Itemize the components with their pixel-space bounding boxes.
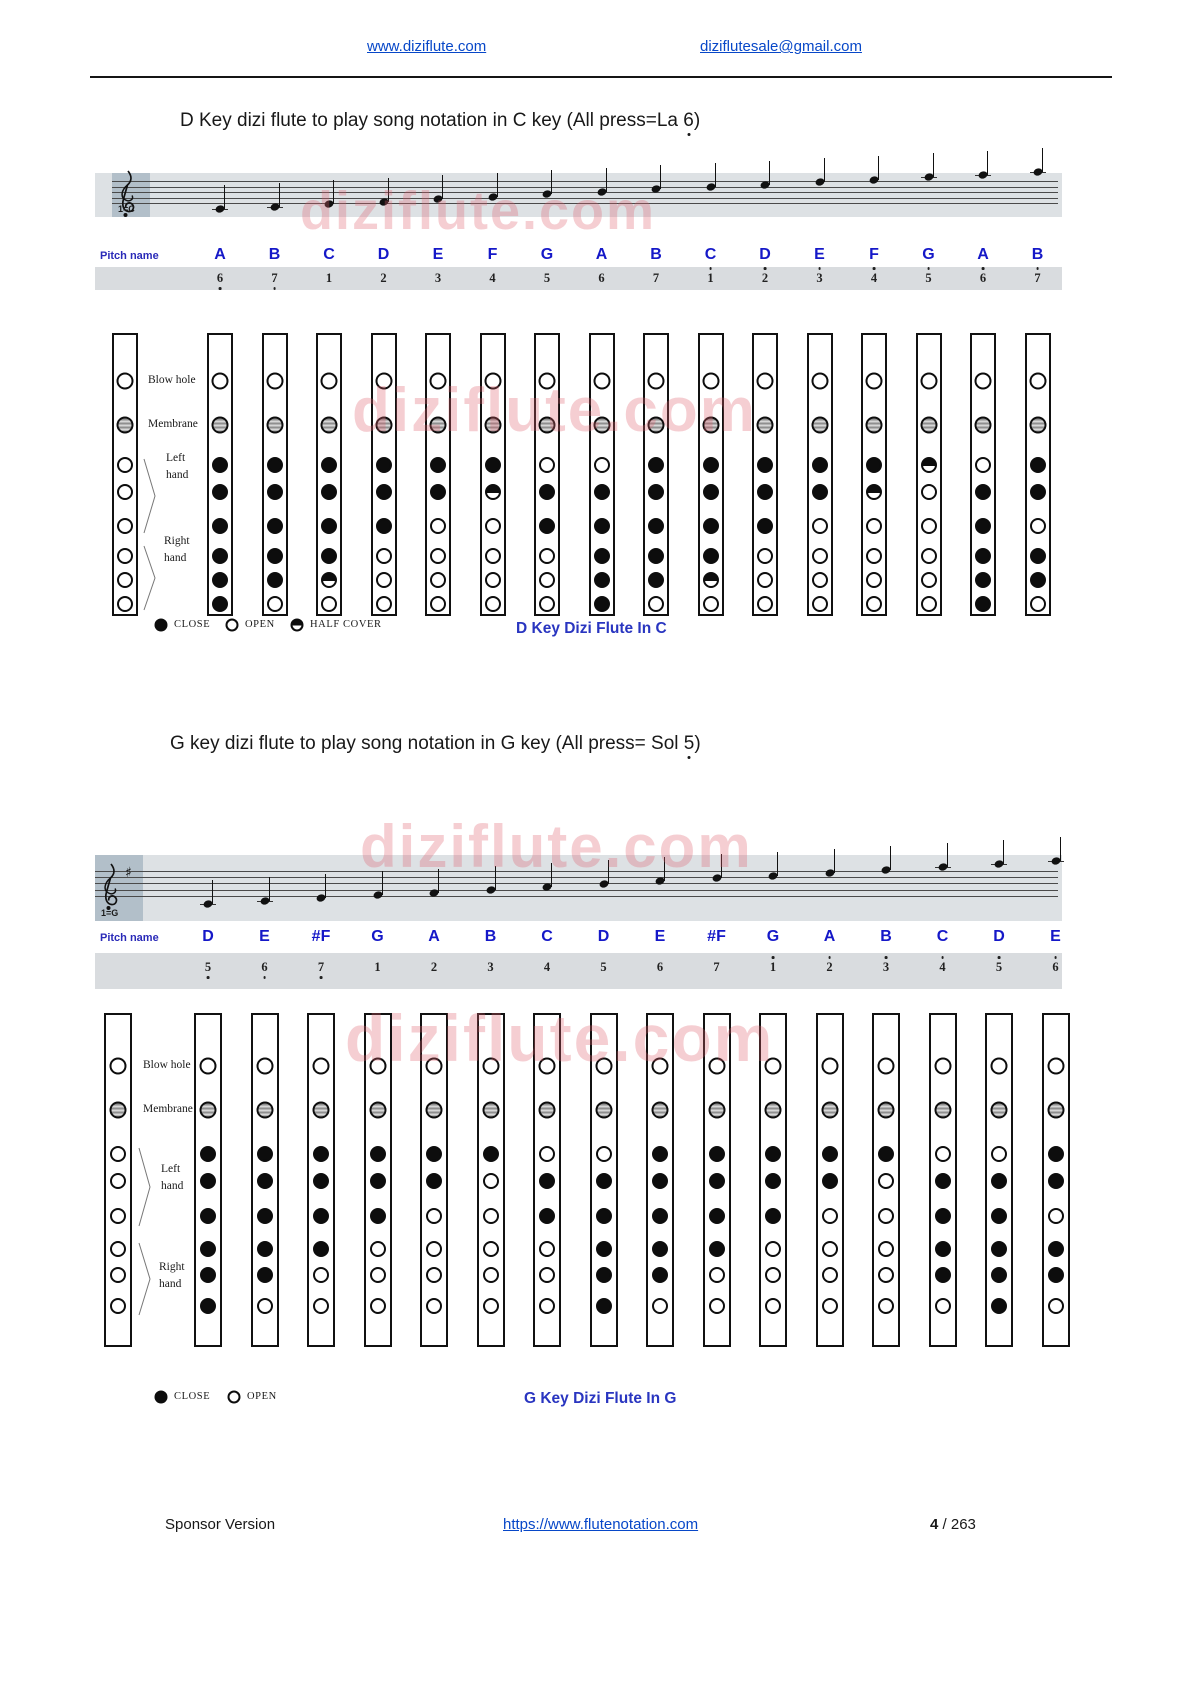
finger-hole-1-open (596, 1146, 612, 1162)
note-stem (890, 846, 891, 870)
pitch-name: D (759, 246, 771, 263)
right-hand-label-1: Right (164, 535, 190, 547)
pitch-name: C (541, 928, 553, 945)
chart2-title-text: G key dizi flute to play song notation in G key (All press= Sol (170, 733, 684, 754)
octave-dot-above (772, 956, 775, 959)
finger-hole-4-open (765, 1241, 781, 1257)
left-hand-label-2: hand (166, 469, 189, 481)
finger-hole-2-closed (709, 1173, 725, 1189)
finger-hole-6-open (822, 1298, 838, 1314)
finger-hole-1-closed (652, 1146, 668, 1162)
numbered-notation: 3 (816, 271, 822, 286)
blow-hole (934, 1058, 951, 1075)
membrane-hole (878, 1102, 895, 1119)
staff-line (95, 896, 1058, 897)
numbered-notation: 2 (762, 271, 768, 286)
membrane-hole (369, 1102, 386, 1119)
finger-hole-1-closed (370, 1146, 386, 1162)
finger-hole-3-closed (709, 1208, 725, 1224)
finger-hole-4-open (822, 1241, 838, 1257)
blow-hole (991, 1058, 1008, 1075)
numbered-notation: 5 (543, 271, 551, 285)
pitch-name: G (922, 246, 935, 263)
finger-hole-5-open (483, 1267, 499, 1283)
finger-hole-6-closed (991, 1298, 1007, 1314)
finger-hole-3-closed (370, 1208, 386, 1224)
numbered-notation: 3 (434, 271, 442, 285)
finger-hole-5-open (110, 1267, 126, 1283)
pitch-name: C (936, 928, 949, 945)
sharp-sign: ♯ (125, 865, 132, 881)
finger-hole-3-closed (991, 1208, 1007, 1224)
finger-hole-2-closed (822, 1173, 838, 1189)
pitch-name: A (428, 928, 440, 945)
note-stem (325, 874, 326, 898)
membrane-hole (200, 1102, 217, 1119)
right-hand-label-2: hand (159, 1278, 182, 1290)
finger-hole-3-closed (313, 1208, 329, 1224)
finger-hole-2-closed (257, 1173, 273, 1189)
finger-hole-3-closed (200, 1208, 216, 1224)
chart1-caption: D Key Dizi Flute In C (516, 620, 667, 637)
finger-hole-4-closed (652, 1241, 668, 1257)
finger-hole-6-open (878, 1298, 894, 1314)
finger-hole-4-closed (991, 1241, 1007, 1257)
blow-hole (369, 1058, 386, 1075)
membrane-hole (708, 1102, 725, 1119)
finger-hole-2-open (878, 1173, 894, 1189)
finger-hole-4-closed (1048, 1241, 1064, 1257)
pitch-name: A (214, 246, 226, 263)
blow-hole (313, 1058, 330, 1075)
numbered-notation: 7 (318, 960, 324, 975)
note-stem (382, 871, 383, 895)
blow-hole (765, 1058, 782, 1075)
finger-hole-1-open (110, 1146, 126, 1162)
finger-hole-5-open (709, 1267, 725, 1283)
finger-hole-1-closed (313, 1146, 329, 1162)
numbered-notation: 7 (1034, 271, 1040, 286)
finger-hole-6-open (370, 1298, 386, 1314)
note-stem (1060, 837, 1061, 861)
octave-dot-above (1054, 956, 1057, 959)
finger-hole-4-open (483, 1241, 499, 1257)
finger-hole-2-closed (765, 1173, 781, 1189)
finger-hole-2-open (110, 1173, 126, 1189)
pitch-name: B (268, 246, 281, 263)
pitch-name: C (704, 246, 717, 263)
note-stem (1003, 840, 1004, 864)
blow-hole (426, 1058, 443, 1075)
finger-hole-5-closed (935, 1267, 951, 1283)
pitch-name: B (1031, 246, 1044, 263)
membrane-hole (256, 1102, 273, 1119)
watermark-staff-2: diziflute.com (360, 813, 753, 880)
membrane-hole (426, 1102, 443, 1119)
pitch-name: G (540, 246, 554, 263)
key-signature-label: 1=C (118, 204, 135, 214)
membrane-label: Membrane (143, 1103, 193, 1115)
blow-hole (110, 1058, 127, 1075)
note-stem (551, 863, 552, 887)
blow-hole (878, 1058, 895, 1075)
finger-hole-3-closed (539, 1208, 555, 1224)
footer-page-sep: / (938, 1516, 951, 1533)
blow-hole-label: Blow hole (148, 374, 196, 386)
finger-hole-6-open (426, 1298, 442, 1314)
chart2-title-press-number: 5 (683, 733, 695, 754)
note-stem (269, 877, 270, 901)
octave-dot-above (998, 956, 1001, 959)
finger-hole-6-open (709, 1298, 725, 1314)
finger-hole-2-closed (991, 1173, 1007, 1189)
blow-hole (200, 1058, 217, 1075)
pitch-name: D (597, 928, 610, 945)
pitch-name: G (371, 928, 384, 945)
finger-hole-3-closed (652, 1208, 668, 1224)
pitch-name: E (432, 246, 444, 263)
finger-hole-5-closed (652, 1267, 668, 1283)
numbered-notation: 4 (871, 271, 877, 286)
finger-hole-1-closed (483, 1146, 499, 1162)
pitch-row-label: Pitch name (100, 932, 159, 944)
finger-hole-3-open (426, 1208, 442, 1224)
finger-hole-4-closed (935, 1241, 951, 1257)
legend-label: OPEN (247, 1391, 277, 1402)
numbered-notation: 6 (656, 960, 664, 974)
pitch-name: B (650, 246, 662, 263)
numbered-notation: 6 (980, 271, 986, 286)
finger-hole-6-closed (200, 1298, 216, 1314)
header-email-link[interactable]: diziflutesale@gmail.com (700, 38, 862, 55)
note-stem (608, 860, 609, 884)
staff-line (95, 877, 1058, 878)
finger-hole-6-open (110, 1298, 126, 1314)
finger-hole-1-closed (822, 1146, 838, 1162)
numbered-notation: 7 (271, 271, 277, 286)
finger-hole-1-closed (1048, 1146, 1064, 1162)
numbered-notation: 1 (374, 960, 381, 974)
numbered-notation: 4 (543, 960, 551, 974)
note-stem (495, 866, 496, 890)
chart2-title-close: ) (694, 733, 701, 754)
watermark-flutes-1: diziflute.com (352, 376, 757, 445)
finger-hole-4-closed (257, 1241, 273, 1257)
finger-hole-6-closed (596, 1298, 612, 1314)
blow-hole (539, 1058, 556, 1075)
numbered-notation: 7 (713, 960, 720, 974)
numbered-notation: 6 (598, 271, 605, 285)
left-hand-label-1: Left (166, 452, 186, 464)
finger-hole-3-closed (765, 1208, 781, 1224)
finger-hole-1-closed (765, 1146, 781, 1162)
finger-hole-4-open (878, 1241, 894, 1257)
octave-dot-above (885, 956, 888, 959)
note-stem (664, 857, 665, 881)
blow-hole (482, 1058, 499, 1075)
numbered-notation: 6 (1052, 960, 1058, 975)
finger-hole-5-closed (991, 1267, 1007, 1283)
octave-dot-above (941, 956, 944, 959)
numbered-notation: 4 (939, 960, 945, 975)
membrane-hole (991, 1102, 1008, 1119)
key-signature-label: 1=G (101, 908, 119, 918)
pitch-name: E (259, 928, 270, 945)
numbered-notation: 1 (770, 960, 776, 975)
finger-hole-1-open (991, 1146, 1007, 1162)
finger-hole-2-closed (426, 1173, 442, 1189)
finger-hole-5-closed (1048, 1267, 1064, 1283)
legend-label: CLOSE (174, 1391, 211, 1402)
finger-hole-6-open (483, 1298, 499, 1314)
right-hand-label-1: Right (159, 1261, 185, 1273)
numbered-notation: 7 (652, 271, 660, 285)
footer-page-number (930, 1516, 976, 1533)
numbered-notation: 5 (925, 271, 931, 286)
finger-hole-5-open (822, 1267, 838, 1283)
staff-line (95, 890, 1058, 891)
chart2-caption: G Key Dizi Flute In G (524, 1390, 677, 1407)
finger-hole-2-closed (200, 1173, 216, 1189)
finger-hole-6-open (257, 1298, 273, 1314)
finger-hole-5-open (765, 1267, 781, 1283)
finger-hole-1-closed (878, 1146, 894, 1162)
finger-hole-1-closed (200, 1146, 216, 1162)
note-stem (212, 880, 213, 904)
pitch-name: C (323, 246, 335, 263)
finger-hole-5-closed (596, 1267, 612, 1283)
membrane-hole (539, 1102, 556, 1119)
finger-hole-5-open (539, 1267, 555, 1283)
numbered-notation-band (95, 953, 1062, 989)
membrane-hole (1047, 1102, 1064, 1119)
membrane-hole (652, 1102, 669, 1119)
finger-hole-4-open (539, 1241, 555, 1257)
pitch-name: D (993, 928, 1005, 945)
finger-hole-2-closed (596, 1173, 612, 1189)
numbered-notation: 2 (380, 271, 387, 285)
membrane-hole (934, 1102, 951, 1119)
pitch-name: #F (311, 928, 331, 945)
pitch-name: E (1050, 928, 1061, 945)
staff-band (95, 855, 1062, 921)
pitch-name: D (377, 246, 390, 263)
finger-hole-6-open (313, 1298, 329, 1314)
blow-hole (821, 1058, 838, 1075)
footer-sponsor-text: Sponsor Version (165, 1516, 276, 1533)
finger-hole-6-open (539, 1298, 555, 1314)
finger-hole-4-closed (313, 1241, 329, 1257)
numbered-notation: 1 (707, 271, 713, 286)
finger-hole-1-closed (426, 1146, 442, 1162)
membrane-hole (765, 1102, 782, 1119)
finger-hole-4-open (110, 1241, 126, 1257)
numbered-notation: 5 (205, 960, 211, 975)
legend-label: OPEN (245, 619, 275, 630)
numbered-notation: 6 (261, 960, 267, 975)
note-stem (947, 843, 948, 867)
footer-page-total: 263 (950, 1516, 976, 1533)
pitch-row-label: Pitch name (100, 250, 159, 262)
legend-label: HALF COVER (310, 619, 382, 630)
finger-hole-3-closed (596, 1208, 612, 1224)
membrane-hole (110, 1102, 127, 1119)
blow-hole-label: Blow hole (143, 1059, 191, 1071)
pitch-name: D (202, 928, 214, 945)
hand-bracket (138, 1147, 152, 1227)
blow-hole (1047, 1058, 1064, 1075)
finger-hole-6-open (765, 1298, 781, 1314)
finger-hole-4-closed (709, 1241, 725, 1257)
finger-hole-4-open (370, 1241, 386, 1257)
pitch-name: F (869, 246, 879, 263)
numbered-notation: 3 (487, 960, 494, 974)
membrane-hole (595, 1102, 612, 1119)
finger-hole-2-closed (935, 1173, 951, 1189)
finger-hole-5-open (426, 1267, 442, 1283)
staff-line (95, 871, 1058, 872)
finger-hole-2-closed (313, 1173, 329, 1189)
membrane-hole (313, 1102, 330, 1119)
pitch-name: F (487, 246, 498, 263)
pitch-name: A (595, 246, 608, 263)
watermark-staff-1: diziflute.com (300, 181, 657, 241)
finger-hole-3-closed (935, 1208, 951, 1224)
finger-hole-2-closed (1048, 1173, 1064, 1189)
finger-hole-2-open (483, 1173, 499, 1189)
numbered-notation: 6 (217, 271, 223, 286)
right-hand-label-2: hand (164, 552, 187, 564)
hand-bracket (138, 1242, 152, 1316)
finger-hole-1-closed (257, 1146, 273, 1162)
header-site-link[interactable]: www.diziflute.com (367, 38, 487, 55)
finger-hole-3-closed (257, 1208, 273, 1224)
octave-dot-above (828, 956, 831, 959)
legend-symbol-open (228, 1391, 241, 1404)
finger-hole-1-closed (709, 1146, 725, 1162)
legend-symbol-close (155, 1391, 168, 1404)
chart1-title-close: ) (693, 110, 701, 131)
pitch-name: A (977, 246, 989, 263)
finger-hole-5-closed (200, 1267, 216, 1283)
finger-hole-3-open (1048, 1208, 1064, 1224)
octave-dot-below (207, 976, 210, 979)
finger-hole-5-open (313, 1267, 329, 1283)
pitch-name: E (654, 928, 666, 945)
finger-hole-6-open (1048, 1298, 1064, 1314)
finger-hole-3-open (878, 1208, 894, 1224)
membrane-hole (821, 1102, 838, 1119)
octave-dot-below (263, 976, 266, 979)
finger-hole-3-open (483, 1208, 499, 1224)
finger-hole-4-closed (200, 1241, 216, 1257)
pitch-name: E (814, 246, 825, 263)
finger-hole-3-open (110, 1208, 126, 1224)
membrane-label: Membrane (148, 418, 198, 430)
footer-site-link[interactable]: https://www.flutenotation.com (503, 1516, 699, 1533)
pitch-name: B (484, 928, 497, 945)
note-stem (438, 869, 439, 893)
numbered-notation: 3 (883, 960, 889, 975)
membrane-hole (482, 1102, 499, 1119)
blow-hole (256, 1058, 273, 1075)
blow-hole (708, 1058, 725, 1075)
watermark-flutes-2: diziflute.com (345, 1001, 775, 1075)
numbered-notation: 5 (600, 960, 607, 974)
finger-hole-6-open (935, 1298, 951, 1314)
finger-hole-5-open (878, 1267, 894, 1283)
finger-hole-4-open (426, 1241, 442, 1257)
legend-label: CLOSE (174, 619, 211, 630)
octave-dot-below (320, 976, 323, 979)
finger-hole-5-closed (257, 1267, 273, 1283)
numbered-notation: 1 (325, 271, 333, 285)
finger-hole-5-open (370, 1267, 386, 1283)
pitch-name: A (823, 928, 836, 945)
finger-hole-4-closed (596, 1241, 612, 1257)
pitch-name: #F (707, 928, 726, 945)
chart1-title-text: D Key dizi flute to play song notation in C key (All press=La (180, 110, 684, 131)
finger-hole-2-closed (652, 1173, 668, 1189)
note-stem (834, 849, 835, 873)
staff-line (95, 883, 1058, 884)
numbered-notation: 4 (489, 271, 496, 285)
chart1-title-press-number: 6 (683, 110, 694, 131)
blow-hole (595, 1058, 612, 1075)
left-hand-label-2: hand (161, 1180, 184, 1192)
finger-hole-3-open (822, 1208, 838, 1224)
blow-hole (652, 1058, 669, 1075)
note-stem (721, 854, 722, 878)
numbered-notation: 2 (826, 960, 832, 975)
finger-hole-1-open (935, 1146, 951, 1162)
numbered-notation: 2 (430, 960, 438, 974)
finger-hole-6-open (652, 1298, 668, 1314)
finger-hole-1-open (539, 1146, 555, 1162)
numbered-notation: 5 (996, 960, 1002, 975)
finger-hole-2-closed (370, 1173, 386, 1189)
finger-hole-2-closed (539, 1173, 555, 1189)
footer-page-current: 4 (930, 1516, 939, 1533)
pitch-name: B (880, 928, 892, 945)
left-hand-label-1: Left (161, 1163, 181, 1175)
pitch-name: G (766, 928, 780, 945)
note-stem (777, 852, 778, 876)
